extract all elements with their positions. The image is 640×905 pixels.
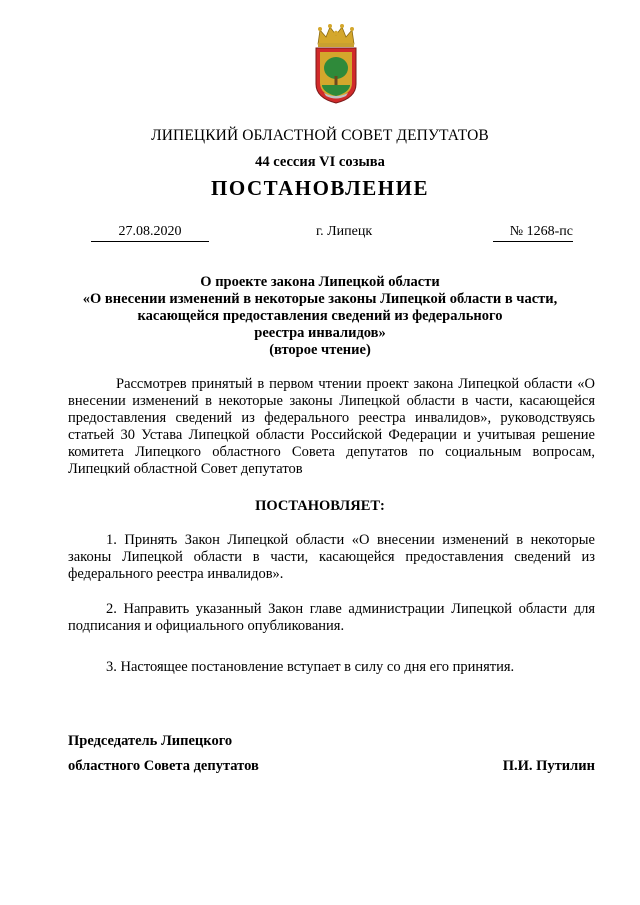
heading-line: О проекте закона Липецкой области — [200, 274, 440, 290]
signatory-title-line: Председатель Липецкого — [68, 733, 233, 749]
session-label: 44 сессия VI созыва — [255, 154, 385, 170]
resolution-item: 3. Настоящее постановление вступает в силу со дня его принятия. — [106, 659, 515, 675]
heading-line: реестра инвалидов» — [254, 325, 386, 341]
document-city: г. Липецк — [316, 224, 373, 239]
resolution-item: 1. Принять Закон Липецкой области «О внесении изменений в некоторые законы Липецкой области в части, касающейся предоставления сведений из федерального реестра инвалидов». — [68, 532, 595, 582]
heading-line: касающейся предоставления сведений из федерального — [137, 308, 503, 324]
resolution-item: 2. Направить указанный Закон главе администрации Липецкой области для подписания и официального опубликования. — [68, 601, 595, 634]
council-name: ЛИПЕЦКИЙ ОБЛАСТНОЙ СОВЕТ ДЕПУТАТОВ — [151, 127, 489, 144]
signatory-name: П.И. Путилин — [502, 758, 595, 774]
document-number: № 1268-пс — [493, 224, 573, 242]
signatory-title — [68, 729, 259, 779]
document-date: 27.08.2020 — [91, 224, 209, 242]
heading-line: (второе чтение) — [269, 342, 371, 358]
preamble-paragraph: Рассмотрев принятый в первом чтении проект закона Липецкой области «О внесении изменений в некоторые законы Липецкой области в части, касающейся предоставления сведений из федерального реестра инвалидов», руководствуясь статьей 30 Устава Липецкой области Российской Федерации и учитывая решение комитета Липецкого областного Совета депутатов по социальным вопросам, Липецкий областной Совет депутатов — [68, 376, 595, 477]
coat-of-arms-icon — [312, 22, 360, 106]
resolves-heading: ПОСТАНОВЛЯЕТ: — [255, 498, 385, 514]
document-title: ПОСТАНОВЛЕНИЕ — [211, 176, 429, 200]
signatory-title-line: областного Совета депутатов — [68, 758, 259, 774]
heading-line: «О внесении изменений в некоторые законы Липецкой области в части, — [82, 291, 558, 307]
document-heading — [60, 274, 580, 359]
